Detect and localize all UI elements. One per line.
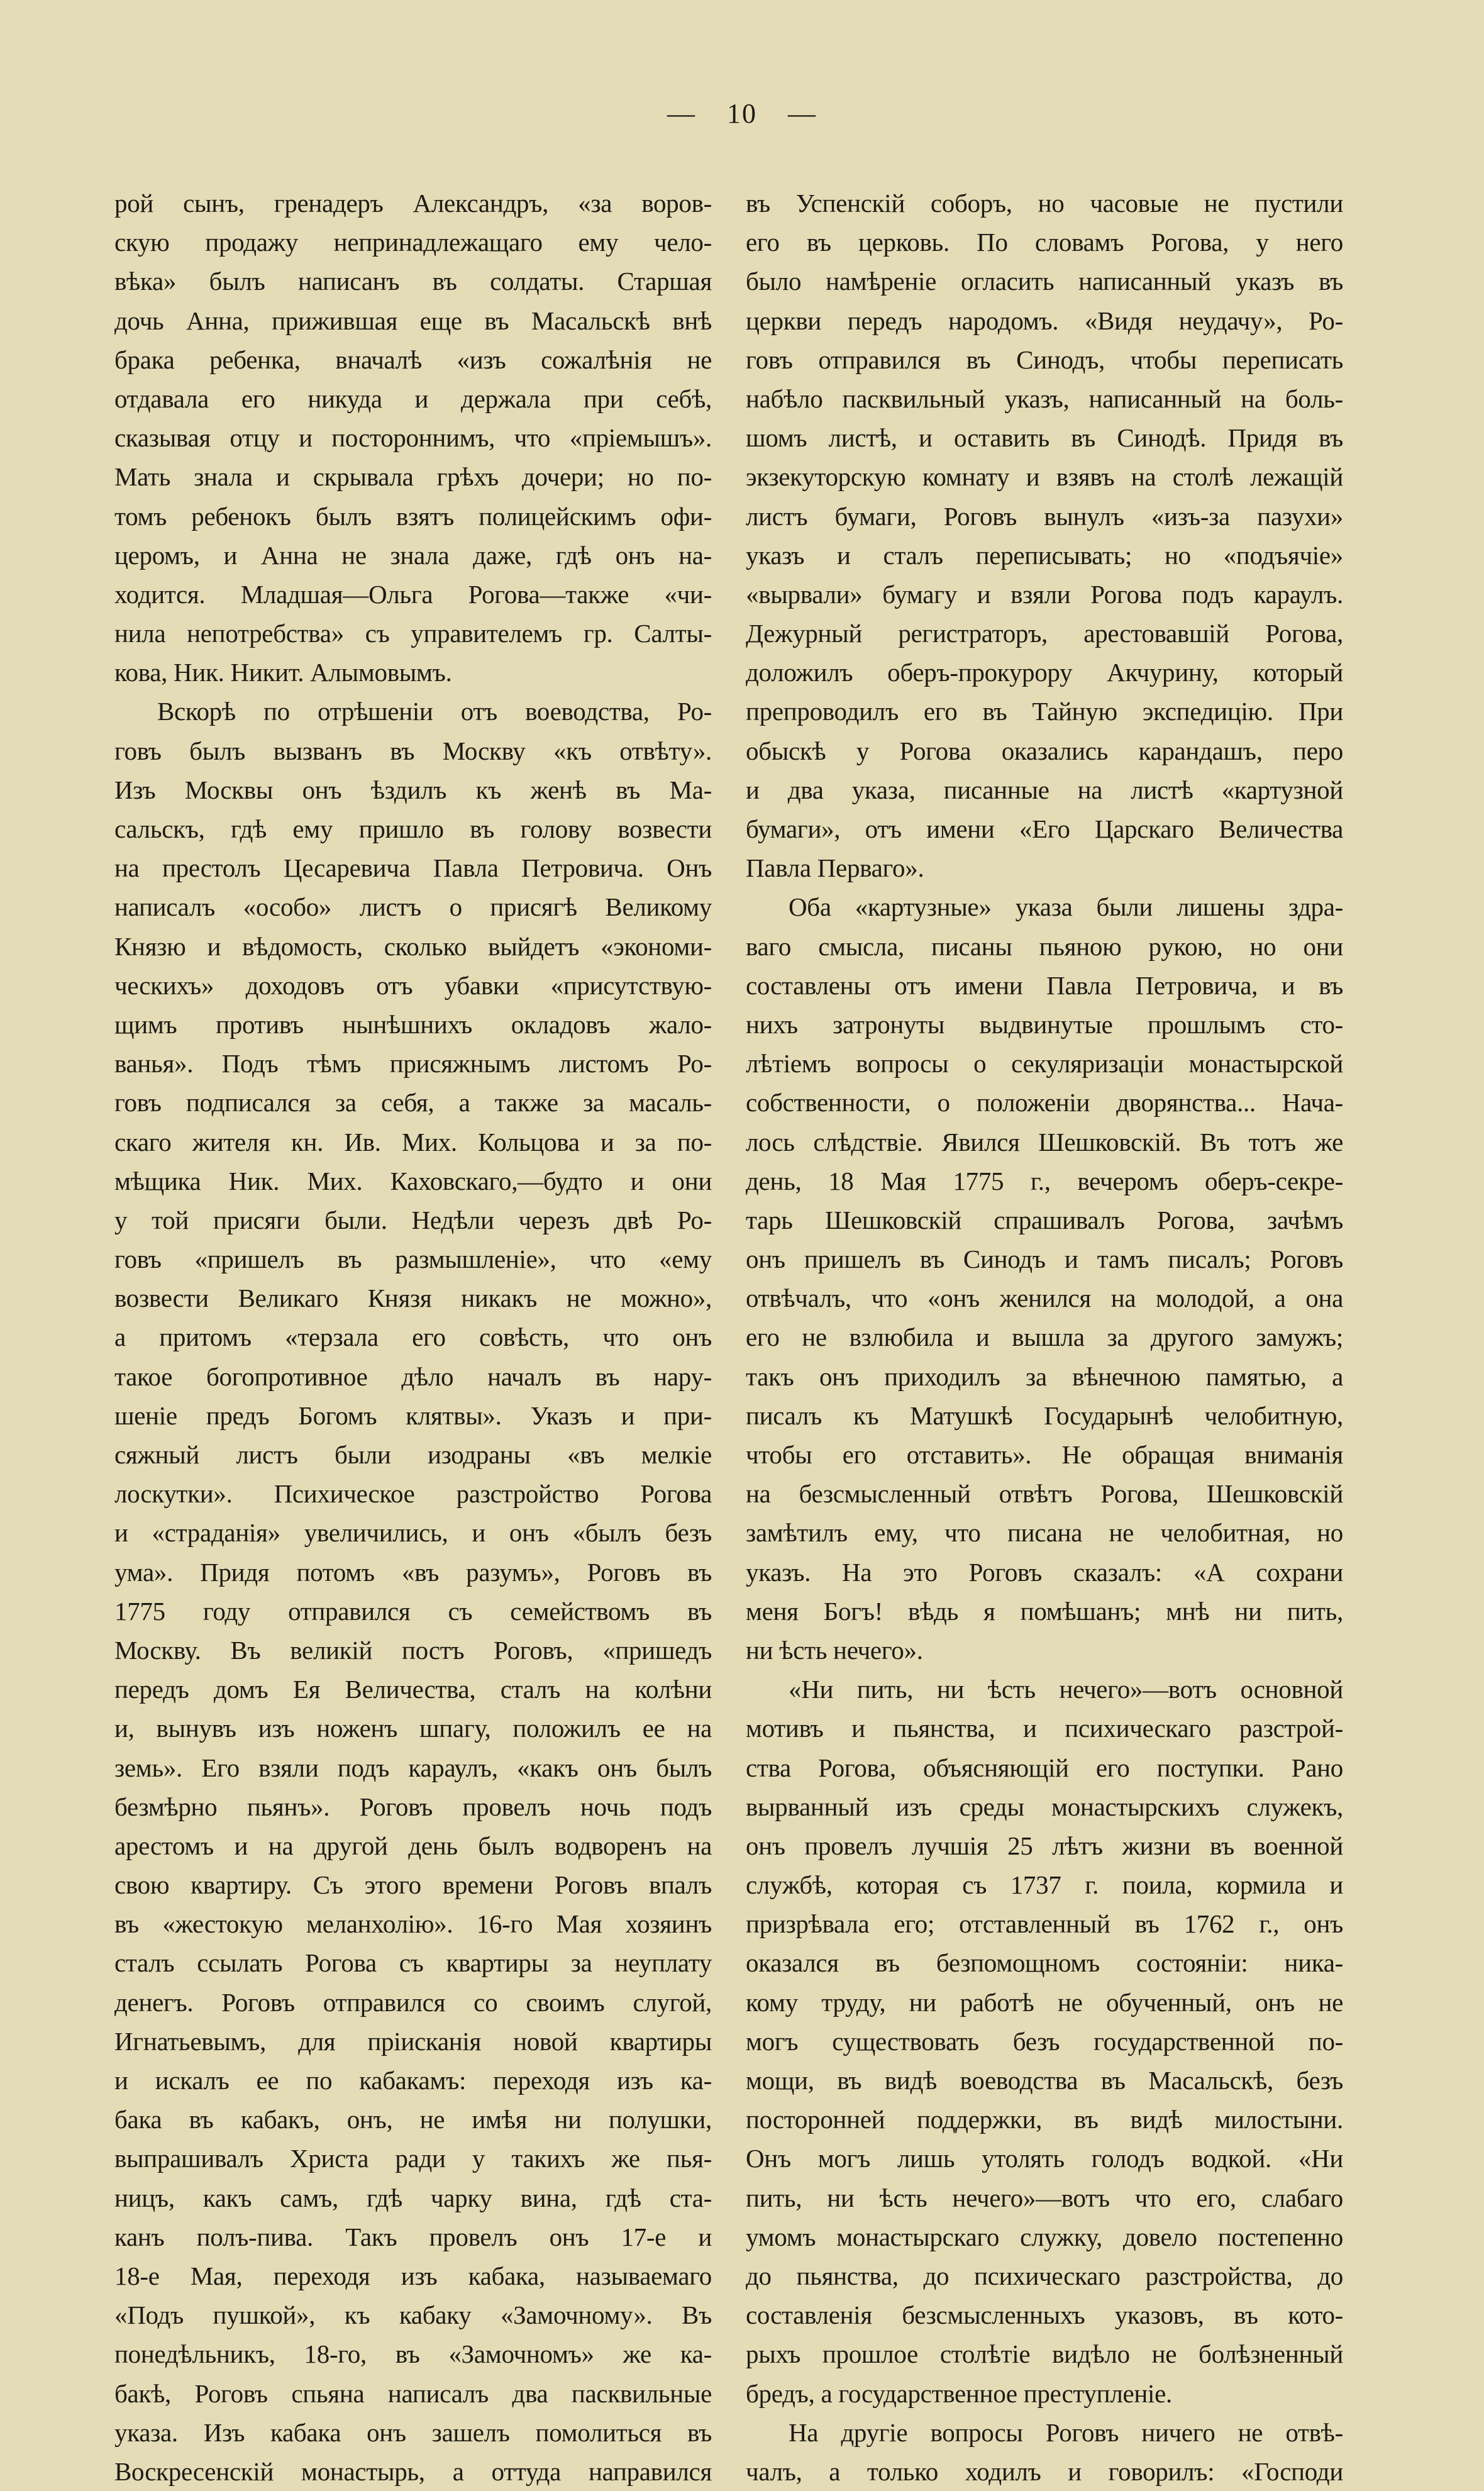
text-line: дочь Анна, прижившая еще въ Масальскѣ внѣ [114, 306, 712, 335]
text-line: возвести Великаго Князя никакъ не можно», [114, 1284, 712, 1313]
text-line: ходится. Младшая—Ольга Рогова—также «чи- [114, 579, 712, 609]
text-line: замѣтилъ ему, что писана не челобитная, но [746, 1518, 1343, 1548]
text-column-right [746, 184, 1343, 2491]
text-line: выпрашивалъ Христа ради у такихъ же пья- [114, 2144, 712, 2173]
text-line: церомъ, и Анна не знала даже, гдѣ онъ на- [114, 540, 712, 570]
text-line: чалъ, а только ходилъ и говорилъ: «Господи [746, 2456, 1343, 2486]
text-line: мѣщика Ник. Мих. Каховскаго,—будто и они [114, 1166, 712, 1196]
text-line: щимъ противъ нынѣшнихъ окладовъ жало- [114, 1009, 712, 1039]
text-line: Воскресенскій монастырь, а оттуда направился [114, 2456, 712, 2486]
text-line: у той присяги были. Недѣли черезъ двѣ Ро- [114, 1205, 712, 1234]
text-line: кому труду, ни работѣ не обученный, онъ не [746, 1987, 1343, 2017]
text-line: а притомъ «терзала его совѣсть, что онъ [114, 1323, 712, 1352]
text-line: ванья». Подъ тѣмъ присяжнымъ листомъ Ро- [114, 1049, 712, 1079]
text-line: такое богопротивное дѣло началъ въ нару- [114, 1362, 712, 1391]
text-line: въ Успенскій соборъ, но часовые не пустили [746, 189, 1343, 218]
text-line: до пьянства, до психическаго разстройства, до [746, 2261, 1343, 2290]
text-line: говъ былъ вызванъ въ Москву «къ отвѣту». [114, 736, 712, 765]
text-line: сяжный листъ были изодраны «въ мелкіе [114, 1440, 712, 1469]
text-line: экзекуторскую комнату и взявъ на столѣ лежащій [746, 462, 1343, 492]
text-line: понедѣльникъ, 18-го, въ «Замочномъ» же ка- [114, 2339, 712, 2369]
paragraph-start-line: Оба «картузные» указа были лишены здра- [789, 892, 1343, 922]
text-line: онъ провелъ лучшія 25 лѣтъ жизни въ военной [746, 1831, 1343, 1860]
text-line: бумаги», отъ имени «Его Царскаго Величества [746, 814, 1343, 843]
text-line: земь». Его взяли подъ караулъ, «какъ онъ былъ [114, 1753, 712, 1782]
paragraph-start-line: Вскорѣ по отрѣшеніи отъ воеводства, Ро- [157, 697, 712, 726]
text-line: брака ребенка, вначалѣ «изъ сожалѣнія не [114, 345, 712, 374]
page-number-dash-left: — [667, 98, 696, 129]
text-line: чтобы его отставить». Не обращая вниманія [746, 1440, 1343, 1469]
text-line: и два указа, писанные на листѣ «картузной [746, 775, 1343, 804]
text-line: вырванный изъ среды монастырскихъ служекъ, [746, 1792, 1343, 1821]
text-line: Князю и вѣдомость, сколько выйдетъ «экономи- [114, 931, 712, 961]
text-line: указъ и сталъ переписывать; но «подъячіе» [746, 540, 1343, 570]
text-line: безмѣрно пьянъ». Роговъ провелъ ночь подъ [114, 1792, 712, 1821]
text-line: кова, Ник. Никит. Алымовымъ. [114, 658, 452, 687]
paragraph-start-line: На другіе вопросы Роговъ ничего не отвѣ- [789, 2417, 1343, 2447]
text-line: мощи, въ видѣ воеводства въ Масальскѣ, безъ [746, 2066, 1343, 2095]
text-line: «Подъ пушкой», къ кабаку «Замочному». Въ [114, 2300, 712, 2330]
text-line: нихъ затронуты выдвинутые прошлымъ сто- [746, 1009, 1343, 1039]
text-line: посторонней поддержки, въ видѣ милостыни. [746, 2105, 1343, 2134]
text-line: 18-е Мая, переходя изъ кабака, называемаго [114, 2261, 712, 2290]
text-line: препроводилъ его въ Тайную экспедицію. При [746, 697, 1343, 726]
text-line: его не взлюбила и вышла за другого замужъ; [746, 1323, 1343, 1352]
text-line: сказывая отцу и постороннимъ, что «пріемышъ». [114, 423, 712, 453]
text-line: обыскѣ у Рогова оказались карандашъ, перо [746, 736, 1343, 765]
text-line: ницъ, какъ самъ, гдѣ чарку вина, гдѣ ста- [114, 2183, 712, 2212]
text-line: канъ полъ-пива. Такъ провелъ онъ 17-е и [114, 2222, 712, 2251]
text-line: указа. Изъ кабака онъ зашелъ помолиться въ [114, 2417, 712, 2447]
text-line: оказался въ безпомощномъ состояніи: ника- [746, 1948, 1343, 1978]
text-line: ваго смысла, писаны пьяною рукою, но они [746, 931, 1343, 961]
text-line: въ «жестокую меланхолію». 16-го Мая хозяинъ [114, 1909, 712, 1939]
text-line: отдавала его никуда и держала при себѣ, [114, 384, 712, 413]
text-line: рыхъ прошлое столѣтіе видѣло не болѣзненный [746, 2339, 1343, 2369]
text-line: призрѣвала его; отставленный въ 1762 г., онъ [746, 1909, 1343, 1939]
text-line: листъ бумаги, Роговъ вынулъ «изъ-за пазухи» [746, 501, 1343, 531]
text-line: тарь Шешковскій спрашивалъ Рогова, зачѣмъ [746, 1205, 1343, 1234]
text-line: Онъ могъ лишь утолять голодъ водкой. «Ни [746, 2144, 1343, 2173]
text-line: и «страданія» увеличились, и онъ «былъ безъ [114, 1518, 712, 1548]
text-line: указъ. На это Роговъ сказалъ: «А сохрани [746, 1557, 1343, 1587]
text-line: мотивъ и пьянства, и психическаго разстрой- [746, 1714, 1343, 1743]
page-number-header [0, 97, 1484, 130]
page-number: 10 [727, 98, 757, 129]
text-line: службѣ, которая съ 1737 г. поила, кормила и [746, 1870, 1343, 1900]
paragraph-start-line: «Ни пить, ни ѣсть нечего»—вотъ основной [789, 1675, 1343, 1704]
text-line: его въ церковь. По словамъ Рогова, у него [746, 228, 1343, 257]
text-line: меня Богъ! вѣдь я помѣшанъ; мнѣ ни пить, [746, 1596, 1343, 1626]
text-line: Павла Перваго». [746, 853, 924, 883]
text-line: скую продажу непринадлежащаго ему чело- [114, 228, 712, 257]
text-line: лось слѣдствіе. Явился Шешковскій. Въ тотъ же [746, 1127, 1343, 1157]
text-line: томъ ребенокъ былъ взятъ полицейскимъ офи- [114, 501, 712, 531]
text-line: Мать знала и скрывала грѣхъ дочери; но по- [114, 462, 712, 492]
text-line: бака въ кабакъ, онъ, не имѣя ни полушки, [114, 2105, 712, 2134]
text-line: и, вынувъ изъ ноженъ шпагу, положилъ ее на [114, 1714, 712, 1743]
text-line: «вырвали» бумагу и взяли Рогова подъ караулъ. [746, 579, 1343, 609]
text-line: было намѣреніе огласить написанный указъ въ [746, 267, 1343, 296]
text-line: на безсмысленный отвѣтъ Рогова, Шешковскій [746, 1479, 1343, 1509]
text-line: онъ пришелъ въ Синодъ и тамъ писалъ; Роговъ [746, 1245, 1343, 1274]
text-line: рой сынъ, гренадеръ Александръ, «за воров- [114, 189, 712, 218]
text-line: ческихъ» доходовъ отъ убавки «присутствую- [114, 970, 712, 1000]
text-line: день, 18 Мая 1775 г., вечеромъ оберъ-секре- [746, 1166, 1343, 1196]
text-line: ни ѣсть нечего». [746, 1635, 923, 1665]
text-line: Игнатьевымъ, для пріисканія новой квартиры [114, 2026, 712, 2056]
text-line: шомъ листѣ, и оставить въ Синодѣ. Придя въ [746, 423, 1343, 453]
text-line: набѣло пасквильный указъ, написанный на боль- [746, 384, 1343, 413]
text-line: передъ домъ Ея Величества, сталъ на колѣни [114, 1675, 712, 1704]
text-line: бредъ, а государственное преступленіе. [746, 2378, 1172, 2408]
text-line: такъ онъ приходилъ за вѣнечною памятью, а [746, 1362, 1343, 1391]
text-line: арестомъ и на другой день былъ водворенъ на [114, 1831, 712, 1860]
text-line: говъ отправился въ Синодъ, чтобы переписать [746, 345, 1343, 374]
text-line: Дежурный регистраторъ, арестовавшій Рогова, [746, 619, 1343, 648]
text-line: составленія безсмысленныхъ указовъ, въ кото- [746, 2300, 1343, 2330]
text-line: могъ существовать безъ государственной по- [746, 2026, 1343, 2056]
text-line: говъ «пришелъ въ размышленіе», что «ему [114, 1245, 712, 1274]
text-line: нила непотребства» съ управителемъ гр. Салты- [114, 619, 712, 648]
text-line: свою квартиру. Съ этого времени Роговъ впалъ [114, 1870, 712, 1900]
text-line: церкви передъ народомъ. «Видя неудачу», Ро- [746, 306, 1343, 335]
text-line: лѣтіемъ вопросы о секуляризаціи монастырской [746, 1049, 1343, 1079]
text-line: отвѣчалъ, что «онъ женился на молодой, а она [746, 1284, 1343, 1313]
page-number-dash-right: — [788, 98, 817, 129]
text-line: составлены отъ имени Павла Петровича, и въ [746, 970, 1343, 1000]
text-line: и искалъ ее по кабакамъ: переходя изъ ка- [114, 2066, 712, 2095]
text-line: написалъ «особо» листъ о присягѣ Великому [114, 892, 712, 922]
text-line: умомъ монастырскаго служку, довело постепенно [746, 2222, 1343, 2251]
text-line: писалъ къ Матушкѣ Государынѣ челобитную, [746, 1401, 1343, 1430]
text-line: денегъ. Роговъ отправился со своимъ слугой, [114, 1987, 712, 2017]
text-line: шеніе предъ Богомъ клятвы». Указъ и при- [114, 1401, 712, 1430]
text-line: пить, ни ѣсть нечего»—вотъ что его, слабаго [746, 2183, 1343, 2212]
text-line: 1775 году отправился съ семействомъ въ [114, 1596, 712, 1626]
text-line: вѣка» былъ написанъ въ солдаты. Старшая [114, 267, 712, 296]
text-line: ства Рогова, объясняющій его поступки. Рано [746, 1753, 1343, 1782]
text-line: сальскъ, гдѣ ему пришло въ голову возвести [114, 814, 712, 843]
text-line: доложилъ оберъ-прокурору Акчурину, который [746, 658, 1343, 687]
text-line: собственности, о положеніи дворянства... Нача- [746, 1088, 1343, 1118]
text-line: лоскутки». Психическое разстройство Рогова [114, 1479, 712, 1509]
text-line: на престолъ Цесаревича Павла Петровича. Онъ [114, 853, 712, 883]
text-line: ума». Придя потомъ «въ разумъ», Роговъ въ [114, 1557, 712, 1587]
text-line: бакѣ, Роговъ спьяна написалъ два пасквильные [114, 2378, 712, 2408]
text-line: Москву. Въ великій постъ Роговъ, «пришедъ [114, 1635, 712, 1665]
text-line: Изъ Москвы онъ ѣздилъ къ женѣ въ Ма- [114, 775, 712, 804]
text-line: говъ подписался за себя, а также за масаль- [114, 1088, 712, 1118]
text-line: сталъ ссылать Рогова съ квартиры за неуплату [114, 1948, 712, 1978]
text-column-left [114, 184, 712, 2491]
text-line: скаго жителя кн. Ив. Мих. Кольцова и за по- [114, 1127, 712, 1157]
